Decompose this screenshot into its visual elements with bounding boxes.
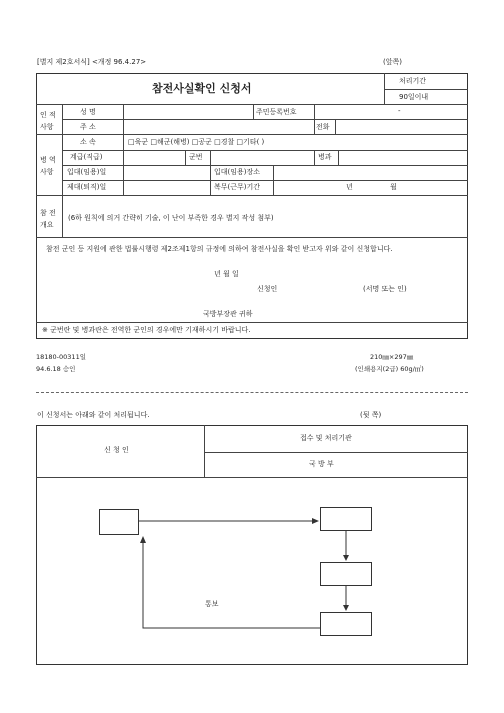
rank-label: 계급(직급) — [70, 153, 103, 161]
overview-instruction: (6하 원칙에 의거 간략히 기술, 이 난이 부족한 경우 별지 작성 첨부) — [68, 214, 274, 222]
back-intro: 이 신청서는 아래와 같이 처리됩니다. — [37, 411, 150, 419]
declaration-text: 참전 군인 등 지원에 관한 법률시행령 제2조제1항의 규정에 의하여 참전사실을 확인 받고자 위와 같이 신청합니다. — [46, 245, 393, 253]
form-title: 참전사실확인 신청서 — [152, 82, 252, 95]
receipt-agency-label: 접수 및 처리기관 — [300, 434, 352, 442]
approval-date: 94.6.18 승인 — [36, 365, 76, 373]
person-section-label: 인 적 사항 — [40, 111, 56, 131]
branch-checkboxes[interactable]: □육군 □해군(해병) □공군 □경찰 □기타( ) — [128, 138, 265, 146]
month-unit: 월 — [390, 183, 397, 191]
signature-label: (서명 또는 인) — [363, 285, 407, 293]
enlist-place-label: 입대(임용)장소 — [214, 168, 261, 176]
year-unit: 년 — [346, 183, 353, 191]
form-number: [별지 제2호서식] <개정 96.4.27> — [37, 58, 147, 66]
address-label: 주 소 — [80, 123, 96, 131]
processing-period-label: 처리기간 — [399, 77, 427, 85]
ministry-label: 국 방 부 — [309, 460, 334, 468]
affiliation-label: 소 속 — [80, 138, 96, 146]
footnote: ※ 군번란 및 병과란은 전역한 군인의 경우에만 기재하시기 바랍니다. — [42, 326, 251, 334]
military-section-label: 병 역 사항 — [40, 156, 56, 176]
enlist-date-label: 입대(임용)일 — [67, 168, 107, 176]
front-side-label: (앞쪽) — [383, 58, 402, 66]
service-number-label: 군번 — [189, 153, 203, 161]
applicant-label: 신청인 — [257, 285, 278, 293]
back-applicant-label: 신 청 인 — [104, 446, 129, 454]
processing-period-value: 90일이내 — [399, 93, 429, 101]
form-code: 18180-00311일 — [36, 353, 86, 361]
branch-type-label: 병과 — [318, 153, 332, 161]
phone-label: 전화 — [316, 123, 330, 131]
rrn-label: 주민등록번호 — [256, 108, 297, 116]
overview-section-label: 참 전 개요 — [40, 209, 56, 229]
paper-spec: (인쇄용지(2급) 60g/㎡) — [355, 365, 424, 373]
back-side-label: (뒷 쪽) — [360, 411, 382, 419]
service-period-label: 복무(근무)기간 — [214, 183, 261, 191]
paper-size: 210㎜×297㎜ — [370, 353, 414, 361]
notice-label: 통보 — [205, 600, 219, 608]
name-label: 성 명 — [80, 108, 96, 116]
addressee: 국방부장관 귀하 — [203, 310, 253, 318]
date-line: 년 월 일 — [214, 270, 239, 278]
rrn-field[interactable]: - — [398, 107, 401, 115]
discharge-date-label: 제대(퇴직)일 — [67, 183, 107, 191]
